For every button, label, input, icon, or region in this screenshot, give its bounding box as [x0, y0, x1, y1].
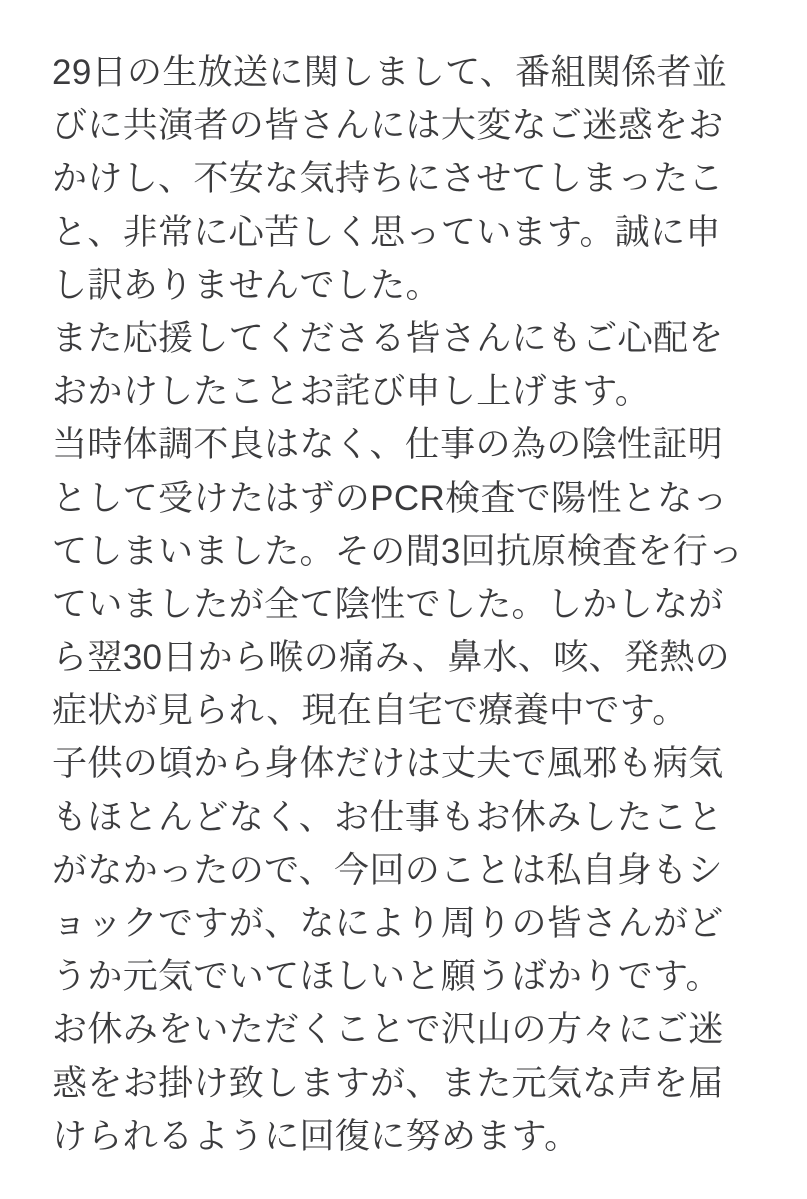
- statement-paragraph-3: 当時体調不良はなく、仕事の為の陰性証明として受けたはずのPCR検査で陽性となってしまいました。その間3回抗原検査を行っていましたが全て陰性でした。しかしながら翌30日から喉の痛み、鼻水、咳、発熱の症状が見られ、現在自宅で療養中です。: [52, 425, 744, 731]
- statement-paragraph-2: また応援してくださる皆さんにもご心配をおかけしたことお詫び申し上げます。: [52, 318, 724, 412]
- statement-text-block: [52, 46, 755, 1163]
- statement-paragraph-1: 29日の生放送に関しまして、番組関係者並びに共演者の皆さんには大変なご迷惑をおかけし、不安な気持ちにさせてしまったこと、非常に心苦しく思っています。誠に申し訳ありませんでした。: [52, 53, 728, 305]
- statement-paragraph-5: お休みをいただくことで沢山の方々にご迷惑をお掛け致しますが、また元気な声を届けられるように回復に努めます。: [52, 1010, 724, 1156]
- statement-paragraph-4: 子供の頃から身体だけは丈夫で風邪も病気もほとんどなく、お仕事もお休みしたことがなかったので、今回のことは私自身もショックですが、なにより周りの皆さんがどうか元気でいてほしいと願うばかりです。: [52, 744, 724, 997]
